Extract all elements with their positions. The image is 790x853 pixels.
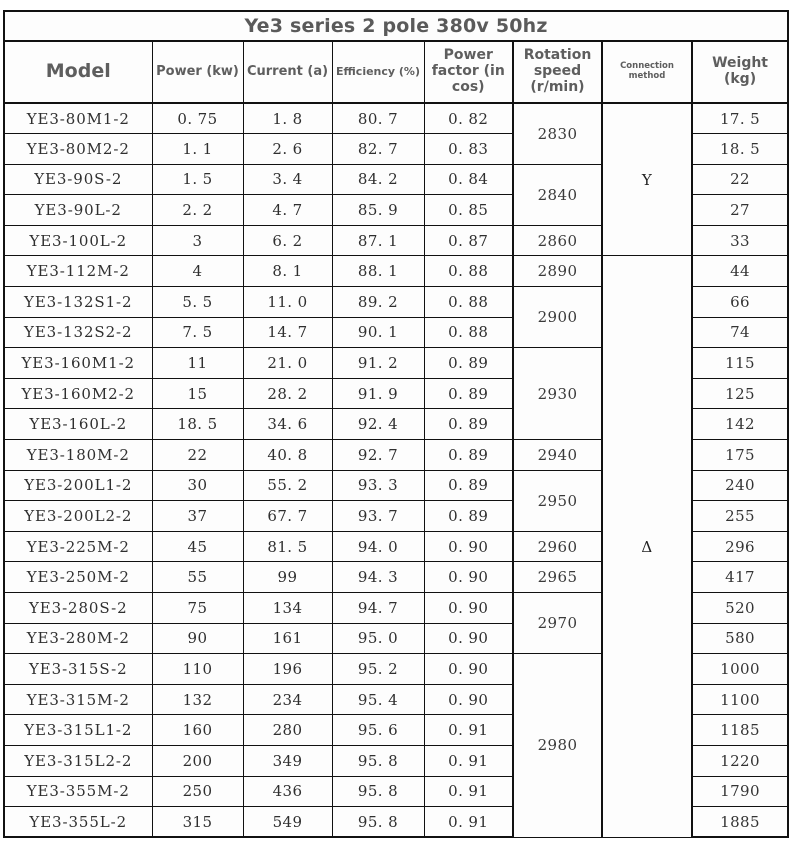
cell-power-factor: 0. 88 [424, 317, 513, 348]
cell-weight: 33 [692, 225, 788, 256]
cell-model: YE3-315M-2 [4, 684, 152, 715]
cell-power-factor: 0. 85 [424, 195, 513, 226]
cell-power: 4 [152, 256, 243, 287]
cell-efficiency: 80. 7 [332, 103, 424, 134]
cell-weight: 142 [692, 409, 788, 440]
cell-power-factor: 0. 90 [424, 562, 513, 593]
cell-efficiency: 94. 3 [332, 562, 424, 593]
cell-rotation-speed: 2830 [513, 103, 602, 164]
cell-current: 549 [243, 807, 332, 838]
cell-power-factor: 0. 90 [424, 593, 513, 624]
cell-weight: 1100 [692, 684, 788, 715]
table-row [4, 256, 788, 287]
cell-power-factor: 0. 91 [424, 745, 513, 776]
cell-weight: 66 [692, 287, 788, 318]
cell-weight: 17. 5 [692, 103, 788, 134]
cell-efficiency: 93. 3 [332, 470, 424, 501]
cell-weight: 18. 5 [692, 134, 788, 165]
cell-rotation-speed: 2965 [513, 562, 602, 593]
cell-weight: 296 [692, 531, 788, 562]
cell-efficiency: 85. 9 [332, 195, 424, 226]
cell-power-factor: 0. 88 [424, 287, 513, 318]
cell-power: 55 [152, 562, 243, 593]
cell-power: 2. 2 [152, 195, 243, 226]
cell-current: 280 [243, 715, 332, 746]
cell-power: 90 [152, 623, 243, 654]
cell-efficiency: 92. 4 [332, 409, 424, 440]
cell-model: YE3-180M-2 [4, 440, 152, 471]
cell-model: YE3-160L-2 [4, 409, 152, 440]
cell-power-factor: 0. 90 [424, 654, 513, 685]
cell-power: 11 [152, 348, 243, 379]
cell-power: 5. 5 [152, 287, 243, 318]
cell-rotation-speed: 2980 [513, 654, 602, 838]
cell-weight: 22 [692, 164, 788, 195]
cell-power-factor: 0. 90 [424, 531, 513, 562]
cell-power-factor: 0. 83 [424, 134, 513, 165]
cell-power: 315 [152, 807, 243, 838]
cell-power: 200 [152, 745, 243, 776]
rotation-label-line2: speed [533, 63, 582, 80]
cell-power: 160 [152, 715, 243, 746]
table-title: Ye3 series 2 pole 380v 50hz [4, 11, 788, 41]
cell-efficiency: 89. 2 [332, 287, 424, 318]
cell-power: 3 [152, 225, 243, 256]
cell-power: 1. 1 [152, 134, 243, 165]
column-header-model: Model [4, 41, 152, 103]
cell-model: YE3-225M-2 [4, 531, 152, 562]
motor-spec-table [3, 10, 789, 838]
cell-efficiency: 87. 1 [332, 225, 424, 256]
cell-power-factor: 0. 90 [424, 623, 513, 654]
cell-model: YE3-160M2-2 [4, 378, 152, 409]
cell-efficiency: 82. 7 [332, 134, 424, 165]
cell-rotation-speed: 2900 [513, 287, 602, 348]
column-header-rotation-speed [513, 41, 602, 103]
cell-model: YE3-160M1-2 [4, 348, 152, 379]
cell-model: YE3-355M-2 [4, 776, 152, 807]
cell-current: 28. 2 [243, 378, 332, 409]
connection-label-line2: method [628, 71, 666, 81]
cell-weight: 1000 [692, 654, 788, 685]
cell-current: 8. 1 [243, 256, 332, 287]
cell-connection-method: Y [602, 103, 692, 256]
cell-power: 0. 75 [152, 103, 243, 134]
cell-power-factor: 0. 89 [424, 348, 513, 379]
cell-model: YE3-280M-2 [4, 623, 152, 654]
cell-current: 234 [243, 684, 332, 715]
table-header-row [4, 41, 788, 103]
cell-power-factor: 0. 91 [424, 776, 513, 807]
cell-efficiency: 91. 9 [332, 378, 424, 409]
cell-model: YE3-355L-2 [4, 807, 152, 838]
cell-weight: 580 [692, 623, 788, 654]
cell-current: 349 [243, 745, 332, 776]
table-title-row [4, 11, 788, 41]
cell-power: 250 [152, 776, 243, 807]
cell-current: 67. 7 [243, 501, 332, 532]
cell-weight: 115 [692, 348, 788, 379]
cell-weight: 74 [692, 317, 788, 348]
cell-weight: 27 [692, 195, 788, 226]
cell-efficiency: 95. 4 [332, 684, 424, 715]
cell-current: 99 [243, 562, 332, 593]
cell-power: 30 [152, 470, 243, 501]
cell-model: YE3-100L-2 [4, 225, 152, 256]
cell-power: 18. 5 [152, 409, 243, 440]
cell-power-factor: 0. 90 [424, 684, 513, 715]
cell-weight: 417 [692, 562, 788, 593]
cell-model: YE3-200L2-2 [4, 501, 152, 532]
cell-current: 196 [243, 654, 332, 685]
cell-power-factor: 0. 88 [424, 256, 513, 287]
cell-current: 21. 0 [243, 348, 332, 379]
column-header-power-factor [424, 41, 513, 103]
cell-model: YE3-200L1-2 [4, 470, 152, 501]
table-row [4, 103, 788, 134]
cell-efficiency: 94. 0 [332, 531, 424, 562]
cell-current: 3. 4 [243, 164, 332, 195]
cell-efficiency: 95. 8 [332, 745, 424, 776]
cell-model: YE3-315L1-2 [4, 715, 152, 746]
column-header-efficiency: Efficiency (%) [332, 41, 424, 103]
cell-rotation-speed: 2960 [513, 531, 602, 562]
cell-efficiency: 93. 7 [332, 501, 424, 532]
power-factor-label-line3: cos) [451, 78, 485, 95]
cell-weight: 520 [692, 593, 788, 624]
cell-efficiency: 94. 7 [332, 593, 424, 624]
cell-model: YE3-80M2-2 [4, 134, 152, 165]
cell-power-factor: 0. 84 [424, 164, 513, 195]
cell-power: 7. 5 [152, 317, 243, 348]
cell-current: 6. 2 [243, 225, 332, 256]
cell-power-factor: 0. 91 [424, 807, 513, 838]
cell-efficiency: 88. 1 [332, 256, 424, 287]
cell-rotation-speed: 2940 [513, 440, 602, 471]
cell-model: YE3-280S-2 [4, 593, 152, 624]
cell-weight: 240 [692, 470, 788, 501]
cell-efficiency: 95. 2 [332, 654, 424, 685]
cell-power: 1. 5 [152, 164, 243, 195]
cell-rotation-speed: 2930 [513, 348, 602, 440]
cell-current: 161 [243, 623, 332, 654]
cell-model: YE3-315L2-2 [4, 745, 152, 776]
cell-model: YE3-90S-2 [4, 164, 152, 195]
cell-model: YE3-315S-2 [4, 654, 152, 685]
cell-current: 34. 6 [243, 409, 332, 440]
cell-power-factor: 0. 89 [424, 470, 513, 501]
cell-current: 436 [243, 776, 332, 807]
cell-power-factor: 0. 91 [424, 715, 513, 746]
cell-weight: 175 [692, 440, 788, 471]
cell-weight: 255 [692, 501, 788, 532]
column-header-connection-method [602, 41, 692, 103]
cell-efficiency: 92. 7 [332, 440, 424, 471]
column-header-power: Power (kw) [152, 41, 243, 103]
cell-model: YE3-112M-2 [4, 256, 152, 287]
power-factor-label-line1: Power [443, 47, 493, 64]
cell-power-factor: 0. 82 [424, 103, 513, 134]
cell-current: 11. 0 [243, 287, 332, 318]
cell-power: 110 [152, 654, 243, 685]
power-factor-label-line2: factor (in [431, 63, 505, 80]
cell-weight: 1790 [692, 776, 788, 807]
cell-weight: 1885 [692, 807, 788, 838]
cell-efficiency: 95. 8 [332, 807, 424, 838]
cell-weight: 1220 [692, 745, 788, 776]
column-header-weight: Weight (kg) [692, 41, 788, 103]
cell-current: 14. 7 [243, 317, 332, 348]
cell-rotation-speed: 2970 [513, 593, 602, 654]
cell-current: 81. 5 [243, 531, 332, 562]
cell-power: 15 [152, 378, 243, 409]
cell-current: 1. 8 [243, 103, 332, 134]
cell-efficiency: 95. 6 [332, 715, 424, 746]
cell-power-factor: 0. 89 [424, 378, 513, 409]
cell-rotation-speed: 2890 [513, 256, 602, 287]
cell-rotation-speed: 2950 [513, 470, 602, 531]
cell-rotation-speed: 2860 [513, 225, 602, 256]
cell-power: 45 [152, 531, 243, 562]
cell-efficiency: 84. 2 [332, 164, 424, 195]
cell-efficiency: 90. 1 [332, 317, 424, 348]
cell-power-factor: 0. 87 [424, 225, 513, 256]
cell-current: 2. 6 [243, 134, 332, 165]
cell-model: YE3-250M-2 [4, 562, 152, 593]
cell-efficiency: 95. 8 [332, 776, 424, 807]
cell-current: 134 [243, 593, 332, 624]
cell-efficiency: 91. 2 [332, 348, 424, 379]
cell-current: 4. 7 [243, 195, 332, 226]
cell-weight: 125 [692, 378, 788, 409]
cell-connection-method: Δ [602, 256, 692, 837]
cell-power: 75 [152, 593, 243, 624]
cell-power-factor: 0. 89 [424, 501, 513, 532]
cell-power-factor: 0. 89 [424, 409, 513, 440]
cell-power: 37 [152, 501, 243, 532]
cell-model: YE3-90L-2 [4, 195, 152, 226]
cell-efficiency: 95. 0 [332, 623, 424, 654]
cell-power: 132 [152, 684, 243, 715]
rotation-label-line1: Rotation [523, 47, 592, 64]
cell-current: 55. 2 [243, 470, 332, 501]
cell-current: 40. 8 [243, 440, 332, 471]
cell-model: YE3-132S1-2 [4, 287, 152, 318]
cell-rotation-speed: 2840 [513, 164, 602, 225]
cell-power: 22 [152, 440, 243, 471]
column-header-current: Current (a) [243, 41, 332, 103]
cell-power-factor: 0. 89 [424, 440, 513, 471]
cell-model: YE3-80M1-2 [4, 103, 152, 134]
cell-model: YE3-132S2-2 [4, 317, 152, 348]
connection-label-line1: Connection [620, 61, 674, 72]
cell-weight: 44 [692, 256, 788, 287]
rotation-label-line3: (r/min) [530, 78, 585, 95]
cell-weight: 1185 [692, 715, 788, 746]
